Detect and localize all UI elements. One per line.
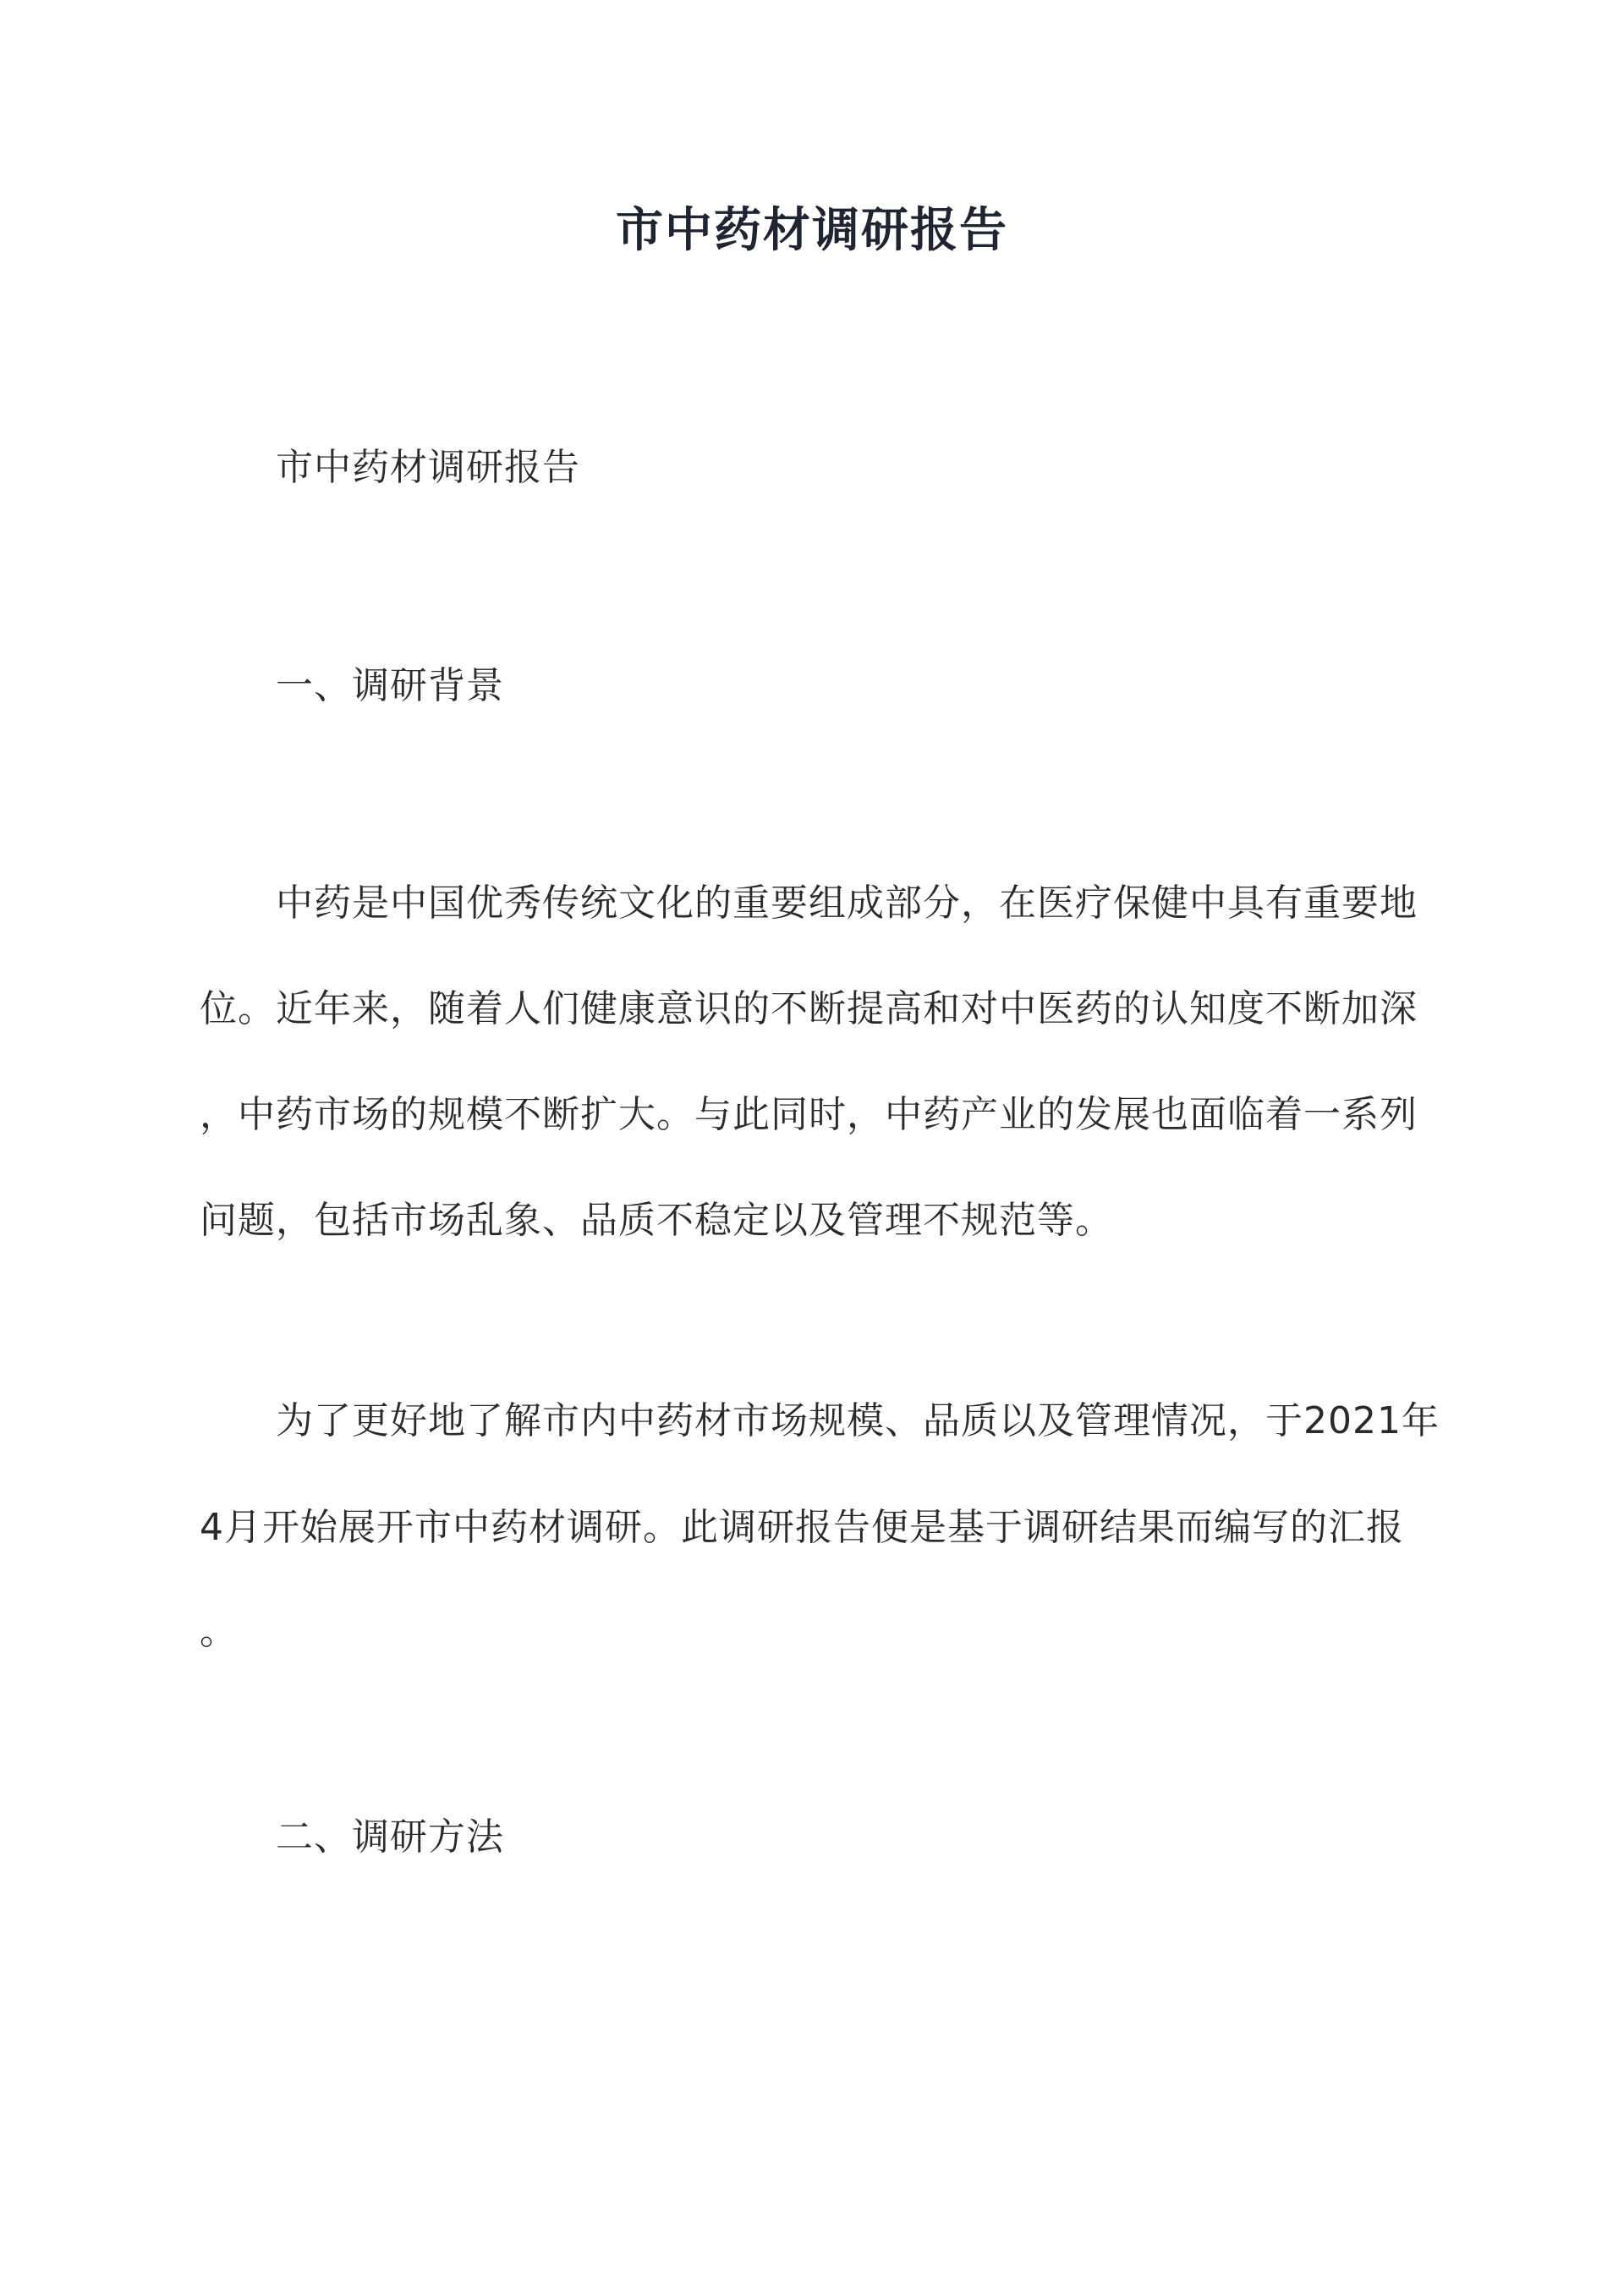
paragraph-1-line-2: 位。近年来，随着人们健康意识的不断提高和对中医药的认知度不断加深 [200, 987, 1418, 1030]
paragraph-2-line-1: 为了更好地了解市内中药材市场规模、品质以及管理情况，于2021年 [276, 1399, 1440, 1442]
section-heading-method: 二、调研方法 [276, 1815, 504, 1859]
paragraph-2-line-3: 。 [200, 1610, 238, 1653]
section-heading-background: 一、调研背景 [276, 664, 504, 707]
paragraph-1-line-3: ，中药市场的规模不断扩大。与此同时，中药产业的发展也面临着一系列 [200, 1093, 1418, 1136]
paragraph-1-line-1: 中药是中国优秀传统文化的重要组成部分，在医疗保健中具有重要地 [276, 882, 1418, 925]
paragraph-1-line-4: 问题，包括市场乱象、品质不稳定以及管理不规范等。 [200, 1199, 1113, 1242]
document-title: 市中药材调研报告 [616, 202, 1008, 258]
document-subtitle: 市中药材调研报告 [276, 446, 580, 489]
paragraph-2-line-2: 4月开始展开市中药材调研。此调研报告便是基于调研结果而编写的汇报 [200, 1506, 1404, 1549]
